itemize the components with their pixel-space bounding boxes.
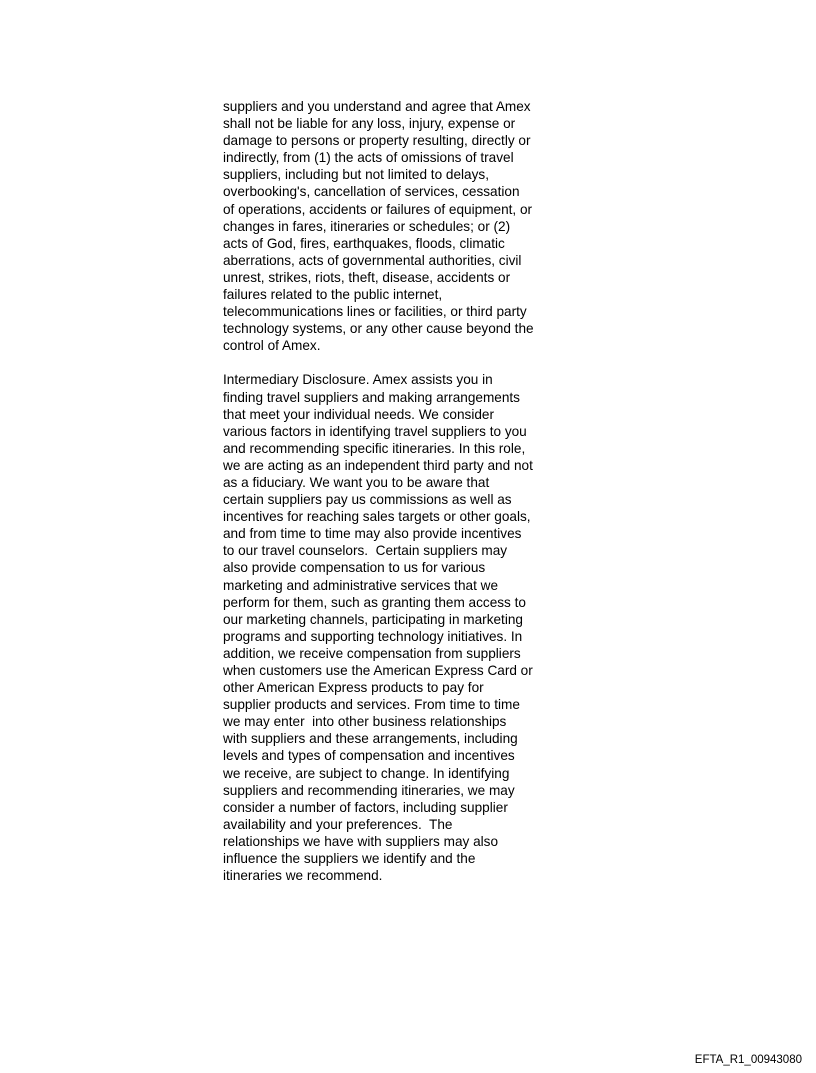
text-line: we may enter into other business relationships: [223, 714, 507, 730]
text-line: overbooking's, cancellation of services, cessation: [223, 184, 520, 200]
text-line: programs and supporting technology initiatives. In: [223, 628, 523, 644]
text-line: with suppliers and these arrangements, including: [223, 731, 518, 747]
text-line: various factors in identifying travel suppliers to you: [223, 423, 527, 439]
text-line: our marketing channels, participating in marketing: [223, 611, 523, 627]
text-line: of operations, accidents or failures of equipment, or: [223, 201, 533, 217]
text-line: when customers use the American Express Card or: [223, 663, 533, 678]
text-line: and from time to time may also provide incentives: [223, 526, 522, 542]
text-line: suppliers and recommending itineraries, we may: [223, 782, 515, 798]
text-line: that meet your individual needs. We consider: [223, 406, 495, 422]
text-line: finding travel suppliers and making arrangements: [223, 389, 520, 405]
text-line: unrest, strikes, riots, theft, disease, accidents or: [223, 269, 511, 285]
text-line: aberrations, acts of governmental authorities, civil: [223, 252, 522, 268]
text-line: relationships we have with suppliers may also: [223, 833, 499, 849]
text-line: failures related to the public internet,: [223, 287, 443, 303]
text-line: suppliers, including but not limited to delays,: [223, 167, 489, 183]
paragraph-intermediary-disclosure: [223, 371, 603, 884]
text-line: levels and types of compensation and incentives: [223, 748, 515, 764]
text-line: incentives for reaching sales targets or other goals,: [223, 509, 531, 525]
document-control-number: EFTA_R1_00943080: [694, 1054, 802, 1066]
text-line: perform for them, such as granting them access to: [223, 594, 526, 610]
text-line: influence the suppliers we identify and the: [223, 851, 476, 867]
text-line: telecommunications lines or facilities, or third party: [223, 304, 527, 320]
text-line: as a fiduciary. We want you to be aware that: [223, 474, 490, 490]
text-line: and recommending specific itineraries. In this role,: [223, 440, 526, 456]
text-line: to our travel counselors. Certain suppliers may: [223, 543, 508, 559]
text-line: we receive, are subject to change. In identifying: [223, 765, 510, 781]
text-line: indirectly, from (1) the acts of omissions of travel: [223, 150, 514, 166]
document-body: [223, 98, 603, 884]
text-line: we are acting as an independent third party and not: [223, 457, 533, 473]
paragraph-liability: [223, 98, 603, 354]
text-line: changes in fares, itineraries or schedules; or (2): [223, 218, 511, 234]
text-line: damage to persons or property resulting, directly or: [223, 133, 531, 149]
text-line: itineraries we recommend.: [223, 868, 383, 884]
text-line: Intermediary Disclosure. Amex assists you in: [223, 372, 493, 388]
paragraph-spacer: [223, 354, 603, 371]
text-line: control of Amex.: [223, 338, 321, 354]
text-line: addition, we receive compensation from suppliers: [223, 645, 521, 661]
text-line: availability and your preferences. The: [223, 816, 453, 832]
text-line: supplier products and services. From time to time: [223, 697, 520, 713]
text-line: also provide compensation to us for various: [223, 560, 486, 576]
text-line: shall not be liable for any loss, injury, expense or: [223, 116, 516, 132]
text-line: suppliers and you understand and agree that Amex: [223, 99, 531, 114]
text-line: technology systems, or any other cause beyond the: [223, 321, 534, 337]
text-line: consider a number of factors, including supplier: [223, 799, 508, 815]
text-line: marketing and administrative services that we: [223, 577, 499, 593]
text-line: other American Express products to pay for: [223, 680, 484, 696]
text-line: acts of God, fires, earthquakes, floods, climatic: [223, 235, 505, 251]
text-line: certain suppliers pay us commissions as well as: [223, 492, 512, 508]
